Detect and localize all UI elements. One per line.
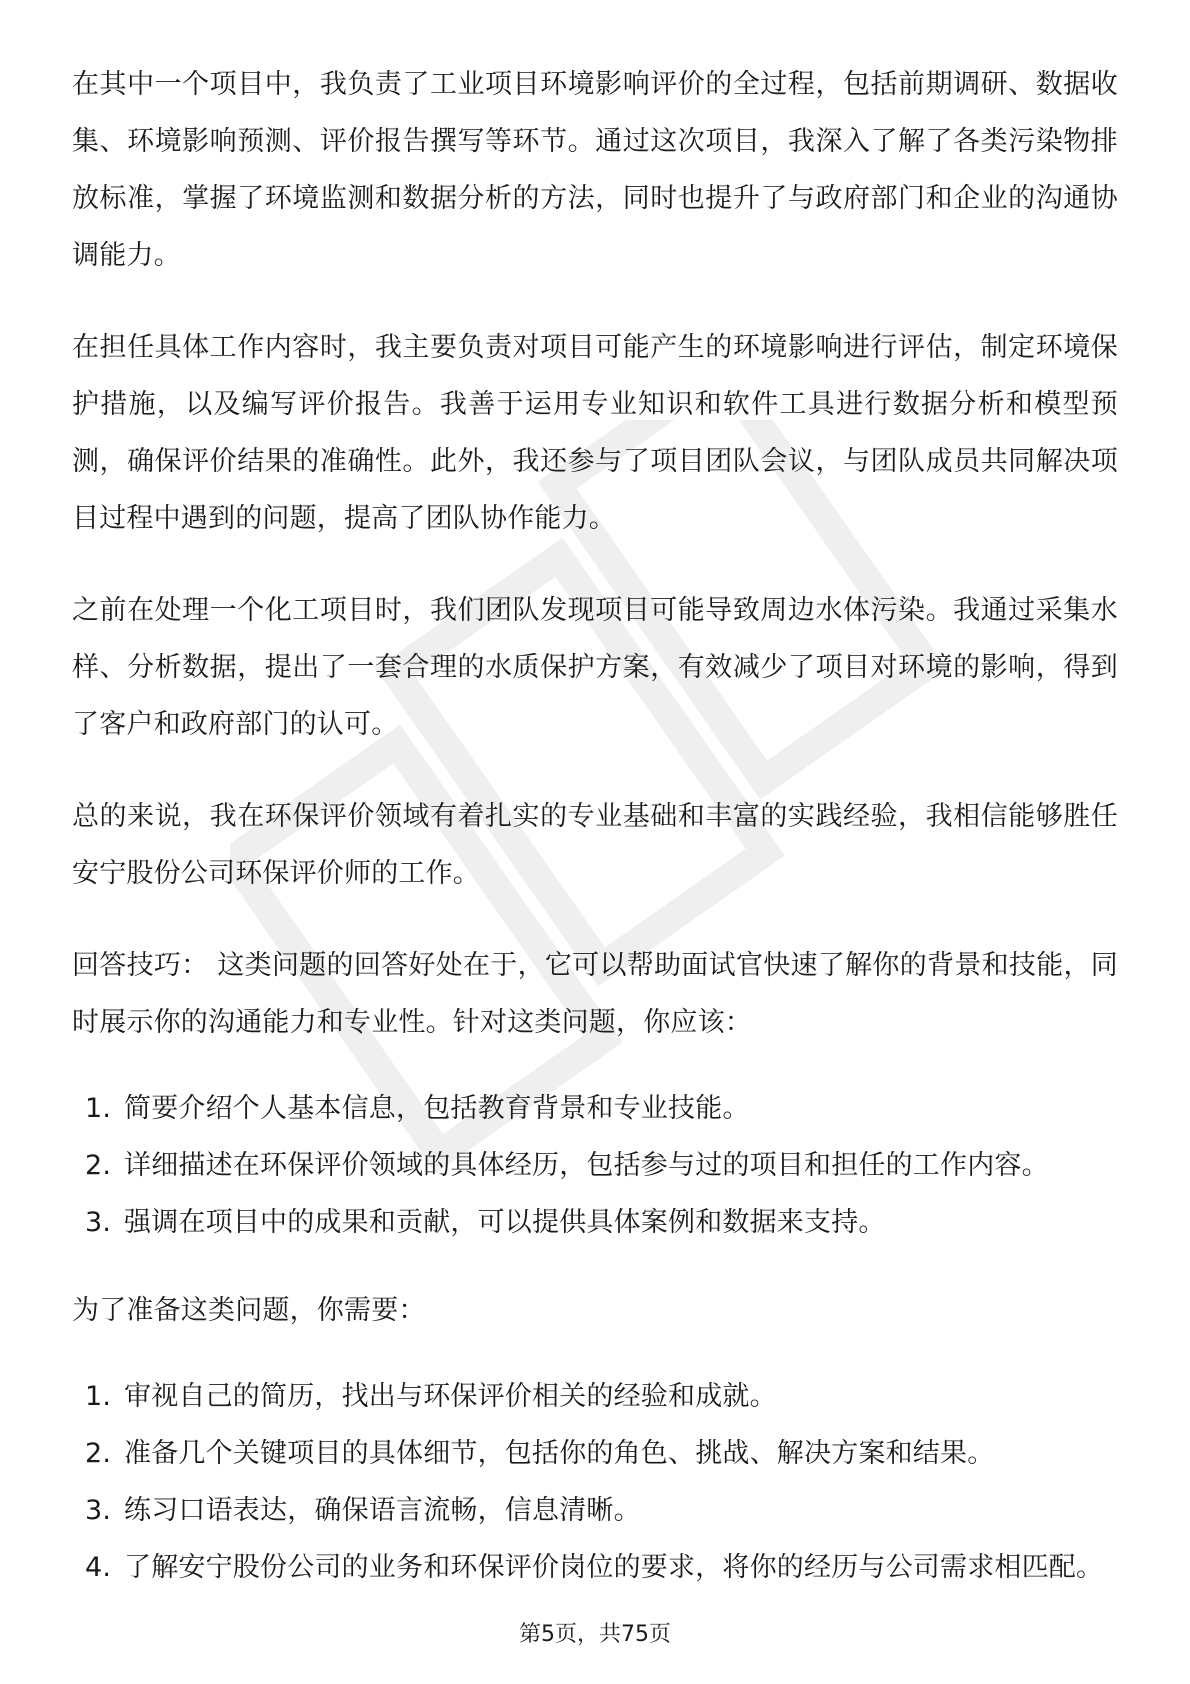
paragraph-work-content: 在担任具体工作内容时，我主要负责对项目可能产生的环境影响进行评估，制定环境保护措施，以及编写评价报告。我善于运用专业知识和软件工具进行数据分析和模型预测，确保评价结果的准确性。此外，我还参与了项目团队会议，与团队成员共同解决项目过程中遇到的问题，提高了团队协作能力。	[72, 332, 1118, 534]
list-item	[72, 1539, 1118, 1596]
main-content	[72, 56, 1118, 1627]
list-item-text: 审视自己的简历，找出与环保评价相关的经验和成就。	[124, 1381, 777, 1412]
list-item	[72, 1482, 1118, 1539]
paragraph-prepare: 为了准备这类问题，你需要：	[72, 1295, 426, 1326]
list-item	[72, 1368, 1118, 1425]
list-item-text: 了解安宁股份公司的业务和环保评价岗位的要求，将你的经历与公司需求相匹配。	[124, 1552, 1104, 1583]
list-item-number: 3.	[85, 1495, 112, 1526]
page-number-footer: 第5页，共75页	[519, 1622, 671, 1647]
list-item-number: 1.	[85, 1093, 112, 1124]
paragraph-project-experience: 在其中一个项目中，我负责了工业项目环境影响评价的全过程，包括前期调研、数据收集、环境影响预测、评价报告撰写等环节。通过这次项目，我深入了解了各类污染物排放标准，掌握了环境监测和数据分析的方法，同时也提升了与政府部门和企业的沟通协调能力。	[72, 69, 1118, 271]
list-item	[72, 1425, 1118, 1482]
list-item-text: 强调在项目中的成果和贡献，可以提供具体案例和数据来支持。	[124, 1207, 886, 1238]
list-item-number: 4.	[85, 1552, 112, 1583]
list-item-number: 3.	[85, 1207, 112, 1238]
prepare-list	[72, 1368, 1118, 1596]
list-item	[72, 1080, 1118, 1137]
list-item-text: 简要介绍个人基本信息，包括教育背景和专业技能。	[124, 1093, 750, 1124]
list-item	[72, 1137, 1118, 1194]
tips-list	[72, 1080, 1118, 1251]
list-item-text: 详细描述在环保评价领域的具体经历，包括参与过的项目和担任的工作内容。	[124, 1150, 1049, 1181]
list-item-text: 准备几个关键项目的具体细节，包括你的角色、挑战、解决方案和结果。	[124, 1438, 995, 1469]
paragraph-chemical-project: 之前在处理一个化工项目时，我们团队发现项目可能导致周边水体污染。我通过采集水样、分析数据，提出了一套合理的水质保护方案，有效减少了项目对环境的影响，得到了客户和政府部门的认可。	[72, 595, 1118, 740]
paragraph-summary: 总的来说，我在环保评价领域有着扎实的专业基础和丰富的实践经验，我相信能够胜任安宁股份公司环保评价师的工作。	[72, 801, 1118, 889]
list-item-number: 1.	[85, 1381, 112, 1412]
paragraph-answer-tips: 回答技巧： 这类问题的回答好处在于，它可以帮助面试官快速了解你的背景和技能，同时展示你的沟通能力和专业性。针对这类问题，你应该：	[72, 950, 1118, 1038]
list-item-number: 2.	[85, 1438, 112, 1469]
list-item-text: 练习口语表达，确保语言流畅，信息清晰。	[124, 1495, 641, 1526]
list-item	[72, 1194, 1118, 1251]
list-item-number: 2.	[85, 1150, 112, 1181]
